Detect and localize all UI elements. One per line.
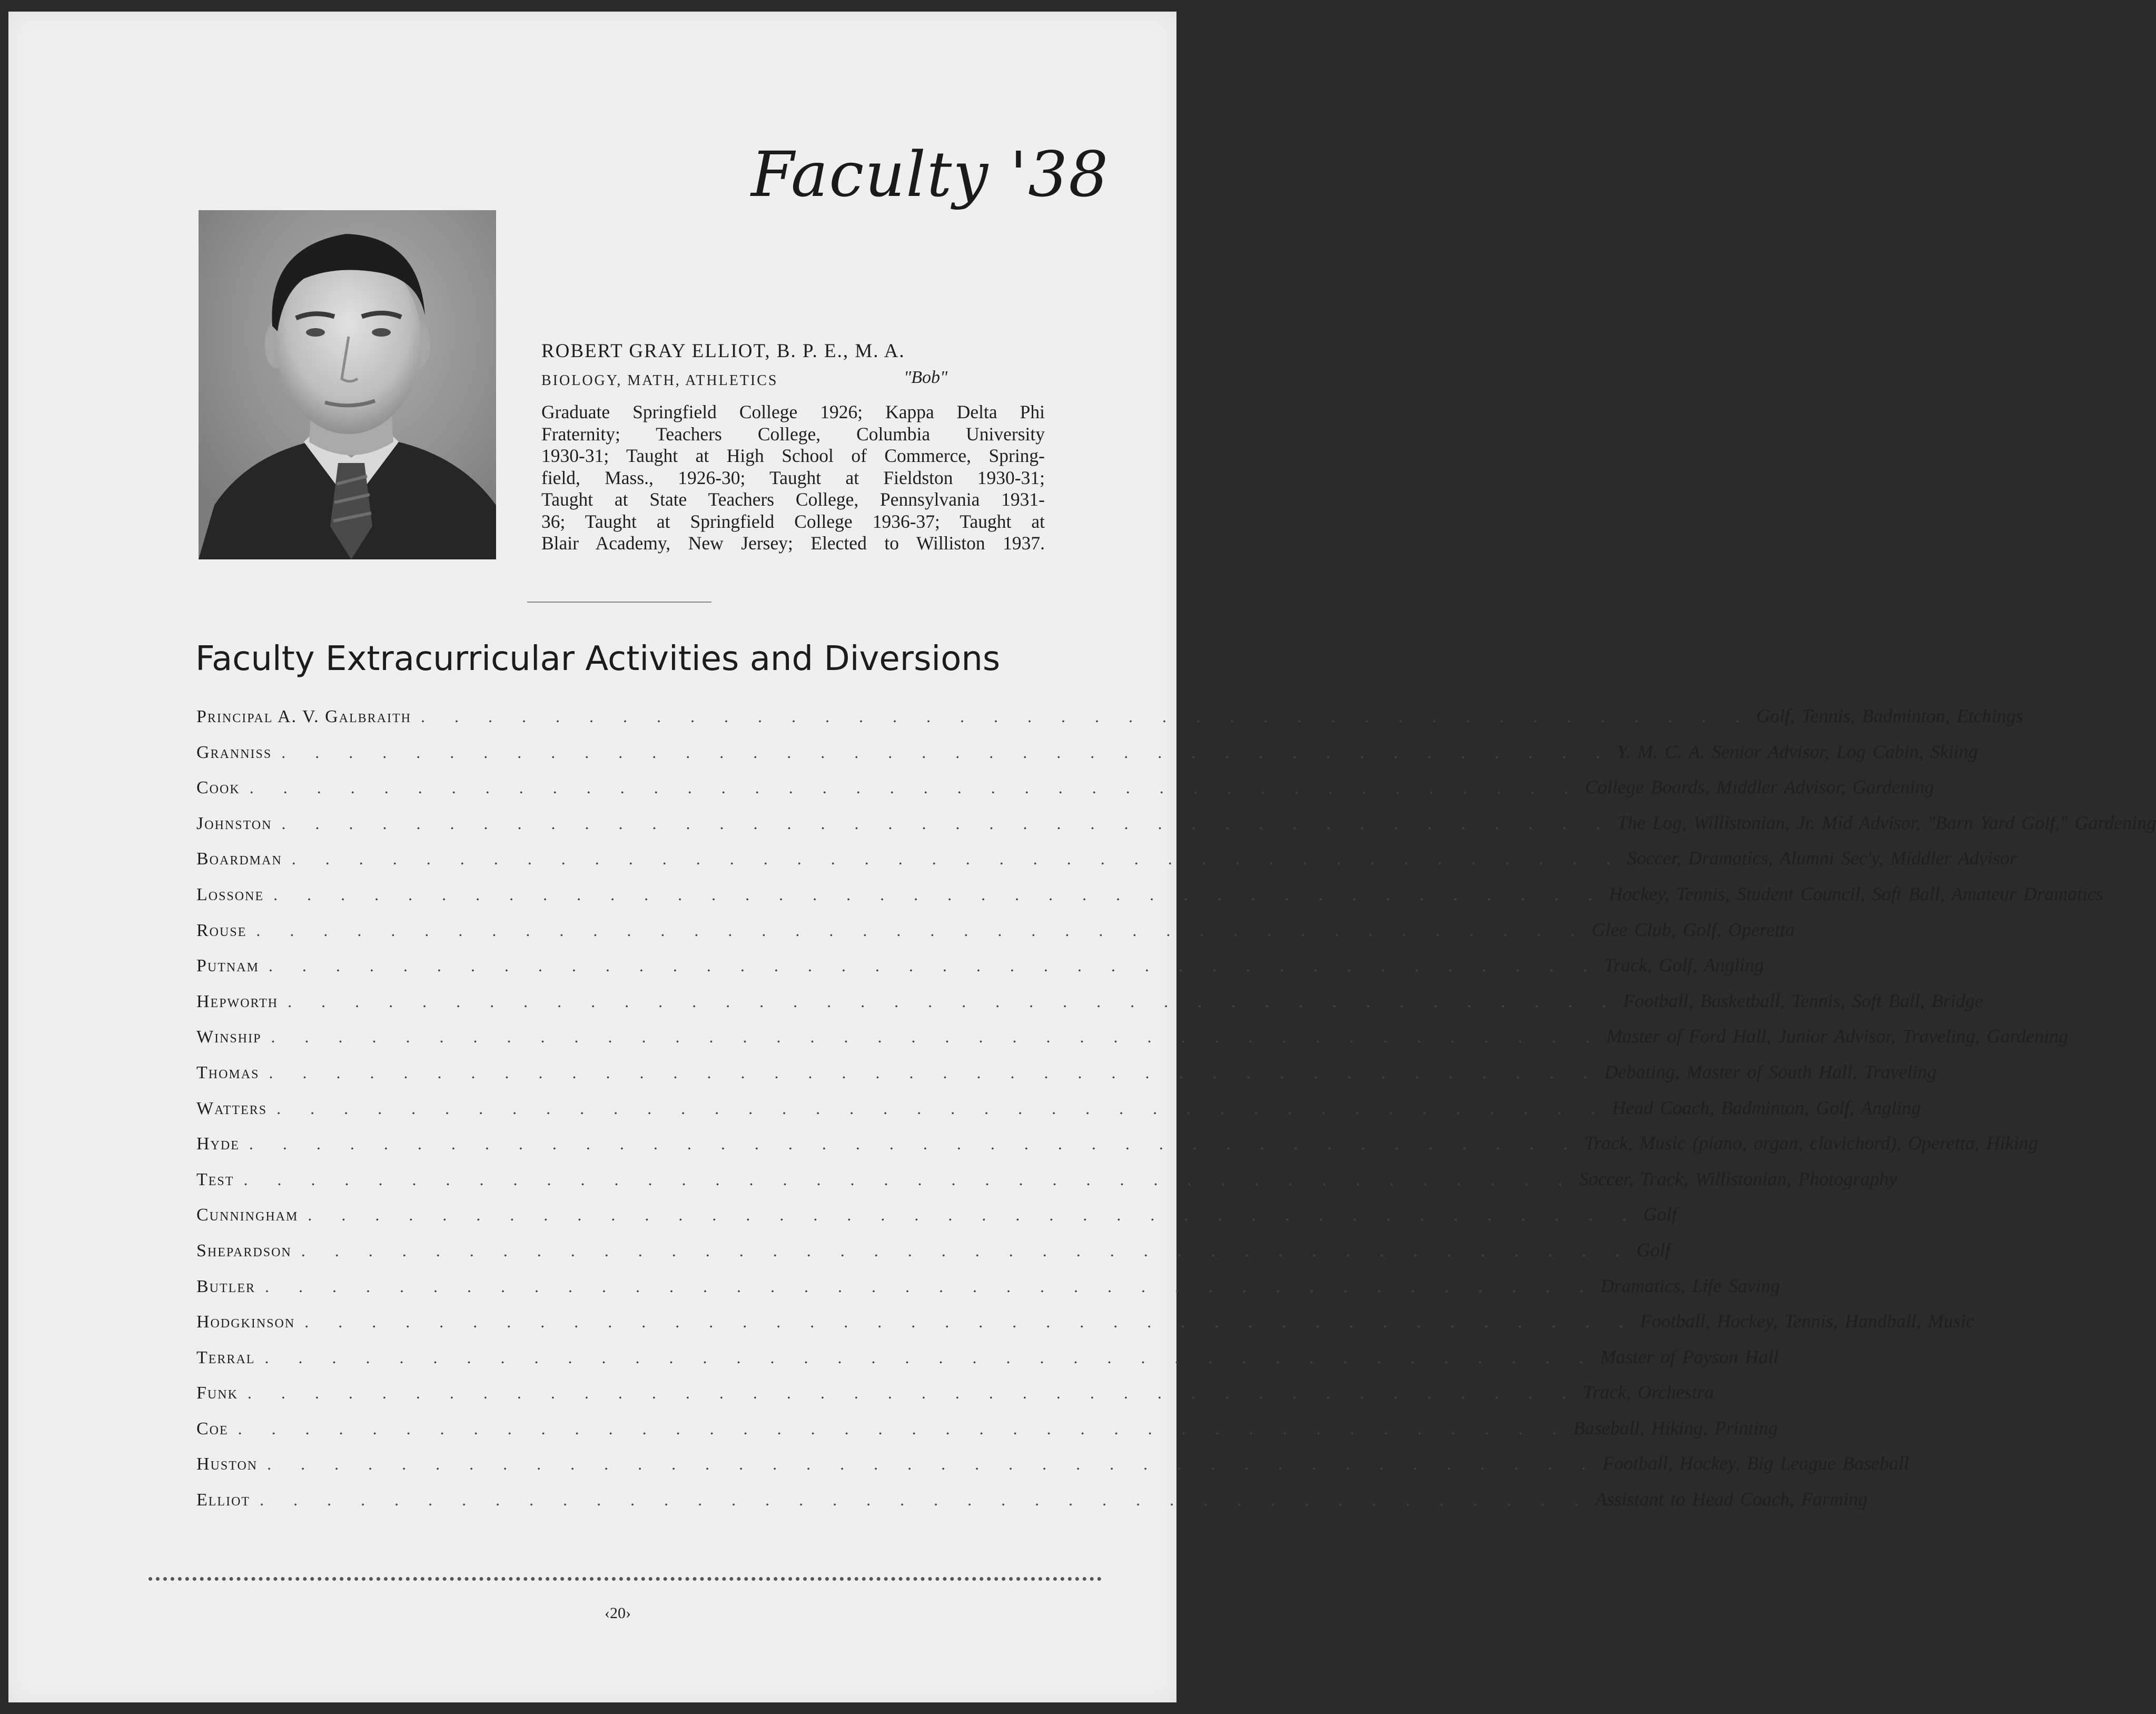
roster-faculty-name: Johnston (196, 813, 272, 833)
roster-faculty-name: Thomas (196, 1062, 260, 1082)
dot-leader: . . . . . . . . . . . . . . . . . . . . . . . . . . . . . . . . . . . . . . . . (243, 1169, 1575, 1189)
roster-activities: Master of Ford Hall, Junior Advisor, Traveling, Gardening (1606, 1026, 2069, 1047)
roster-row (196, 847, 2017, 883)
bio-line: Blair Academy, New Jersey; Elected to Williston 1937. (541, 533, 1045, 554)
roster-activities: Debating, Master of South Hall, Traveling (1604, 1061, 1937, 1082)
bio-line: Fraternity; Teachers College, Columbia University (541, 423, 1045, 445)
roster-activities: College Boards, Middler Advisor, Gardening (1585, 776, 1934, 798)
dot-leader: . . . . . . . . . . . . . . . . . . . . . . . . . . . . . . . . . . . . . . . . (421, 707, 1752, 726)
roster-row (196, 954, 1764, 990)
roster-row (196, 1168, 1897, 1204)
bio-line: 1930-31; Taught at High School of Commerce, Spring- (541, 445, 1045, 466)
roster-activities: Baseball, Hiking, Printing (1573, 1417, 1778, 1439)
roster-activities: Glee Club, Golf, Operetta (1591, 919, 1795, 940)
roster-activities: Track, Golf, Angling (1604, 954, 1764, 976)
roster-activities: Football, Basketball, Tennis, Soft Ball, Bridge (1623, 990, 1983, 1011)
roster-faculty-name: Cook (196, 778, 240, 798)
footer-dotted-rule (149, 1577, 1102, 1581)
dot-leader: . . . . . . . . . . . . . . . . . . . . . . . . . . . . . . . . . . . . . . . . (308, 1205, 1639, 1225)
roster-row (196, 1417, 1778, 1453)
dot-leader: . . . . . . . . . . . . . . . . . . . . . . . . . . . . . . . . . . . . . . . . (249, 778, 1581, 797)
roster-faculty-name: Putnam (196, 956, 259, 976)
page-number (594, 1604, 641, 1622)
page-number-ornament-left: ‹ (605, 1604, 610, 1622)
roster-row (196, 990, 1983, 1026)
roster-row (196, 1275, 1780, 1311)
roster-row (196, 1203, 1677, 1239)
roster-faculty-name: Lossone (196, 884, 264, 904)
roster-row (196, 812, 2156, 848)
roster-faculty-name: Principal A. V. Galbraith (196, 707, 411, 726)
dot-leader: . . . . . . . . . . . . . . . . . . . . . . . . . . . . . . . . . . . . . . . . (238, 1419, 1569, 1438)
dot-leader: . . . . . . . . . . . . . . . . . . . . . . . . . . . . . . . . . . . . . . . . (260, 1490, 1591, 1510)
roster-activities: Dramatics, Life Saving (1600, 1275, 1780, 1296)
roster-row (196, 1381, 1714, 1417)
roster-row (196, 776, 1934, 812)
roster-activities: Assistant to Head Coach, Farming (1595, 1489, 1868, 1510)
portrait-image (199, 210, 496, 559)
roster-activities: Head Coach, Badminton, Golf, Angling (1612, 1097, 1921, 1118)
roster-activities: Golf, Tennis, Badminton, Etchings (1756, 705, 2023, 726)
roster-row (196, 1310, 1974, 1346)
dot-leader: . . . . . . . . . . . . . . . . . . . . . . . . . . . . . . . . . . . . . . . . (276, 1098, 1608, 1118)
roster-faculty-name: Cunningham (196, 1205, 299, 1225)
roster-activities: Football, Hockey, Tennis, Handball, Music (1640, 1311, 1974, 1332)
roster-activities: Soccer, Dramatics, Alumni Sec'y, Middler Advisor (1627, 848, 2017, 869)
dot-leader: . . . . . . . . . . . . . . . . . . . . . . . . . . . . . . . . . . . . . . . . (264, 1347, 1596, 1367)
dot-leader: . . . . . . . . . . . . . . . . . . . . . . . . . . . . . . . . . . . . . . . . (273, 884, 1605, 904)
dot-leader: . . . . . . . . . . . . . . . . . . . . . . . . . . . . . . . . . . . . . . . . (291, 849, 1623, 869)
roster-faculty-name: Hyde (196, 1134, 240, 1154)
roster-activities: Football, Hockey, Big League Baseball (1603, 1453, 1909, 1474)
faculty-nickname: "Bob" (904, 368, 948, 387)
bio-line: field, Mass., 1926-30; Taught at Fieldston 1930-31; (541, 467, 1045, 488)
section-heading: Faculty Extracurricular Activities and Diversions (195, 639, 1001, 678)
activities-roster (196, 705, 2156, 1524)
dot-leader: . . . . . . . . . . . . . . . . . . . . . . . . . . . . . . . . . . . . . . . . (268, 956, 1600, 976)
faculty-bio (541, 401, 1045, 555)
dot-leader: . . . . . . . . . . . . . . . . . . . . . . . . . . . . . . . . . . . . . . . . (249, 1134, 1580, 1154)
section-divider (527, 602, 711, 603)
dot-leader: . . . . . . . . . . . . . . . . . . . . . . . . . . . . . . . . . . . . . . . . (256, 920, 1588, 940)
dot-leader: . . . . . . . . . . . . . . . . . . . . . . . . . . . . . . . . . . . . . . . . (281, 813, 1613, 833)
roster-row (196, 1346, 1779, 1382)
roster-faculty-name: Shepardson (196, 1240, 292, 1260)
roster-row (196, 1132, 2038, 1168)
page-number-value: 20 (610, 1604, 626, 1622)
roster-activities: Y. M. C. A. Senior Advisor, Log Cabin, Skiing (1617, 741, 1978, 762)
roster-faculty-name: Test (196, 1169, 234, 1189)
roster-faculty-name: Butler (196, 1276, 255, 1296)
roster-row (196, 741, 1978, 776)
roster-faculty-name: Terral (196, 1347, 255, 1367)
roster-row (196, 1097, 1921, 1132)
bio-line: Graduate Springfield College 1926; Kappa Delta Phi (541, 401, 1045, 422)
roster-row (196, 1239, 1670, 1275)
roster-row (196, 1488, 1868, 1524)
dot-leader: . . . . . . . . . . . . . . . . . . . . . . . . . . . . . . . . . . . . . . . . (288, 991, 1619, 1011)
roster-activities: The Log, Willistonian, Jr. Mid Advisor, "Barn Yard Golf," Gardening (1617, 812, 2156, 833)
dot-leader: . . . . . . . . . . . . . . . . . . . . . . . . . . . . . . . . . . . . . . . . (265, 1276, 1596, 1296)
roster-row (196, 919, 1795, 954)
dot-leader: . . . . . . . . . . . . . . . . . . . . . . . . . . . . . . . . . . . . . . . . (267, 1454, 1599, 1474)
roster-row (196, 1061, 1937, 1097)
dot-leader: . . . . . . . . . . . . . . . . . . . . . . . . . . . . . . . . . . . . . . . . (301, 1240, 1633, 1260)
roster-activities: Track, Orchestra (1583, 1382, 1714, 1403)
roster-faculty-name: Huston (196, 1454, 258, 1474)
roster-faculty-name: Boardman (196, 849, 282, 869)
bio-line: 36; Taught at Springfield College 1936-37; Taught at (541, 510, 1045, 532)
bio-line: Taught at State Teachers College, Pennsylvania 1931- (541, 489, 1045, 510)
roster-row (196, 1025, 2069, 1061)
roster-activities: Track, Music (piano, organ, clavichord), Operetta, Hiking (1584, 1132, 2038, 1154)
faculty-subjects: BIOLOGY, MATH, ATHLETICS (541, 372, 778, 389)
roster-activities: Golf (1636, 1239, 1670, 1260)
roster-faculty-name: Hepworth (196, 991, 279, 1011)
page-title: Faculty '38 (751, 138, 1110, 211)
dot-leader: . . . . . . . . . . . . . . . . . . . . . . . . . . . . . . . . . . . . . . . . (269, 1062, 1600, 1082)
roster-activities: Master of Payson Hall (1600, 1346, 1779, 1367)
roster-faculty-name: Elliot (196, 1490, 251, 1510)
roster-faculty-name: Granniss (196, 742, 272, 762)
yearbook-page (8, 12, 2156, 1702)
roster-faculty-name: Watters (196, 1098, 268, 1118)
roster-activities: Soccer, Track, Willistonian, Photography (1579, 1168, 1897, 1189)
roster-faculty-name: Rouse (196, 920, 247, 940)
roster-activities: Golf (1643, 1204, 1677, 1225)
page-number-ornament-right: › (626, 1604, 631, 1622)
roster-faculty-name: Funk (196, 1383, 238, 1403)
roster-row (196, 705, 2023, 741)
roster-faculty-name: Coe (196, 1419, 229, 1439)
roster-faculty-name: Hodgkinson (196, 1312, 295, 1332)
roster-activities: Hockey, Tennis, Student Council, Soft Ball, Amateur Dramatics (1609, 883, 2104, 904)
faculty-portrait-photo (199, 210, 496, 559)
roster-faculty-name: Winship (196, 1027, 262, 1047)
dot-leader: . . . . . . . . . . . . . . . . . . . . . . . . . . . . . . . . . . . . . . . . (271, 1027, 1603, 1047)
dot-leader: . . . . . . . . . . . . . . . . . . . . . . . . . . . . . . . . . . . . . . . . (304, 1312, 1636, 1332)
faculty-name: ROBERT GRAY ELLIOT, B. P. E., M. A. (541, 340, 905, 362)
roster-row (196, 1452, 1909, 1488)
roster-row (196, 883, 2104, 919)
dot-leader: . . . . . . . . . . . . . . . . . . . . . . . . . . . . . . . . . . . . . . . . (247, 1383, 1579, 1403)
dot-leader: . . . . . . . . . . . . . . . . . . . . . . . . . . . . . . . . . . . . . . . . (281, 742, 1613, 762)
